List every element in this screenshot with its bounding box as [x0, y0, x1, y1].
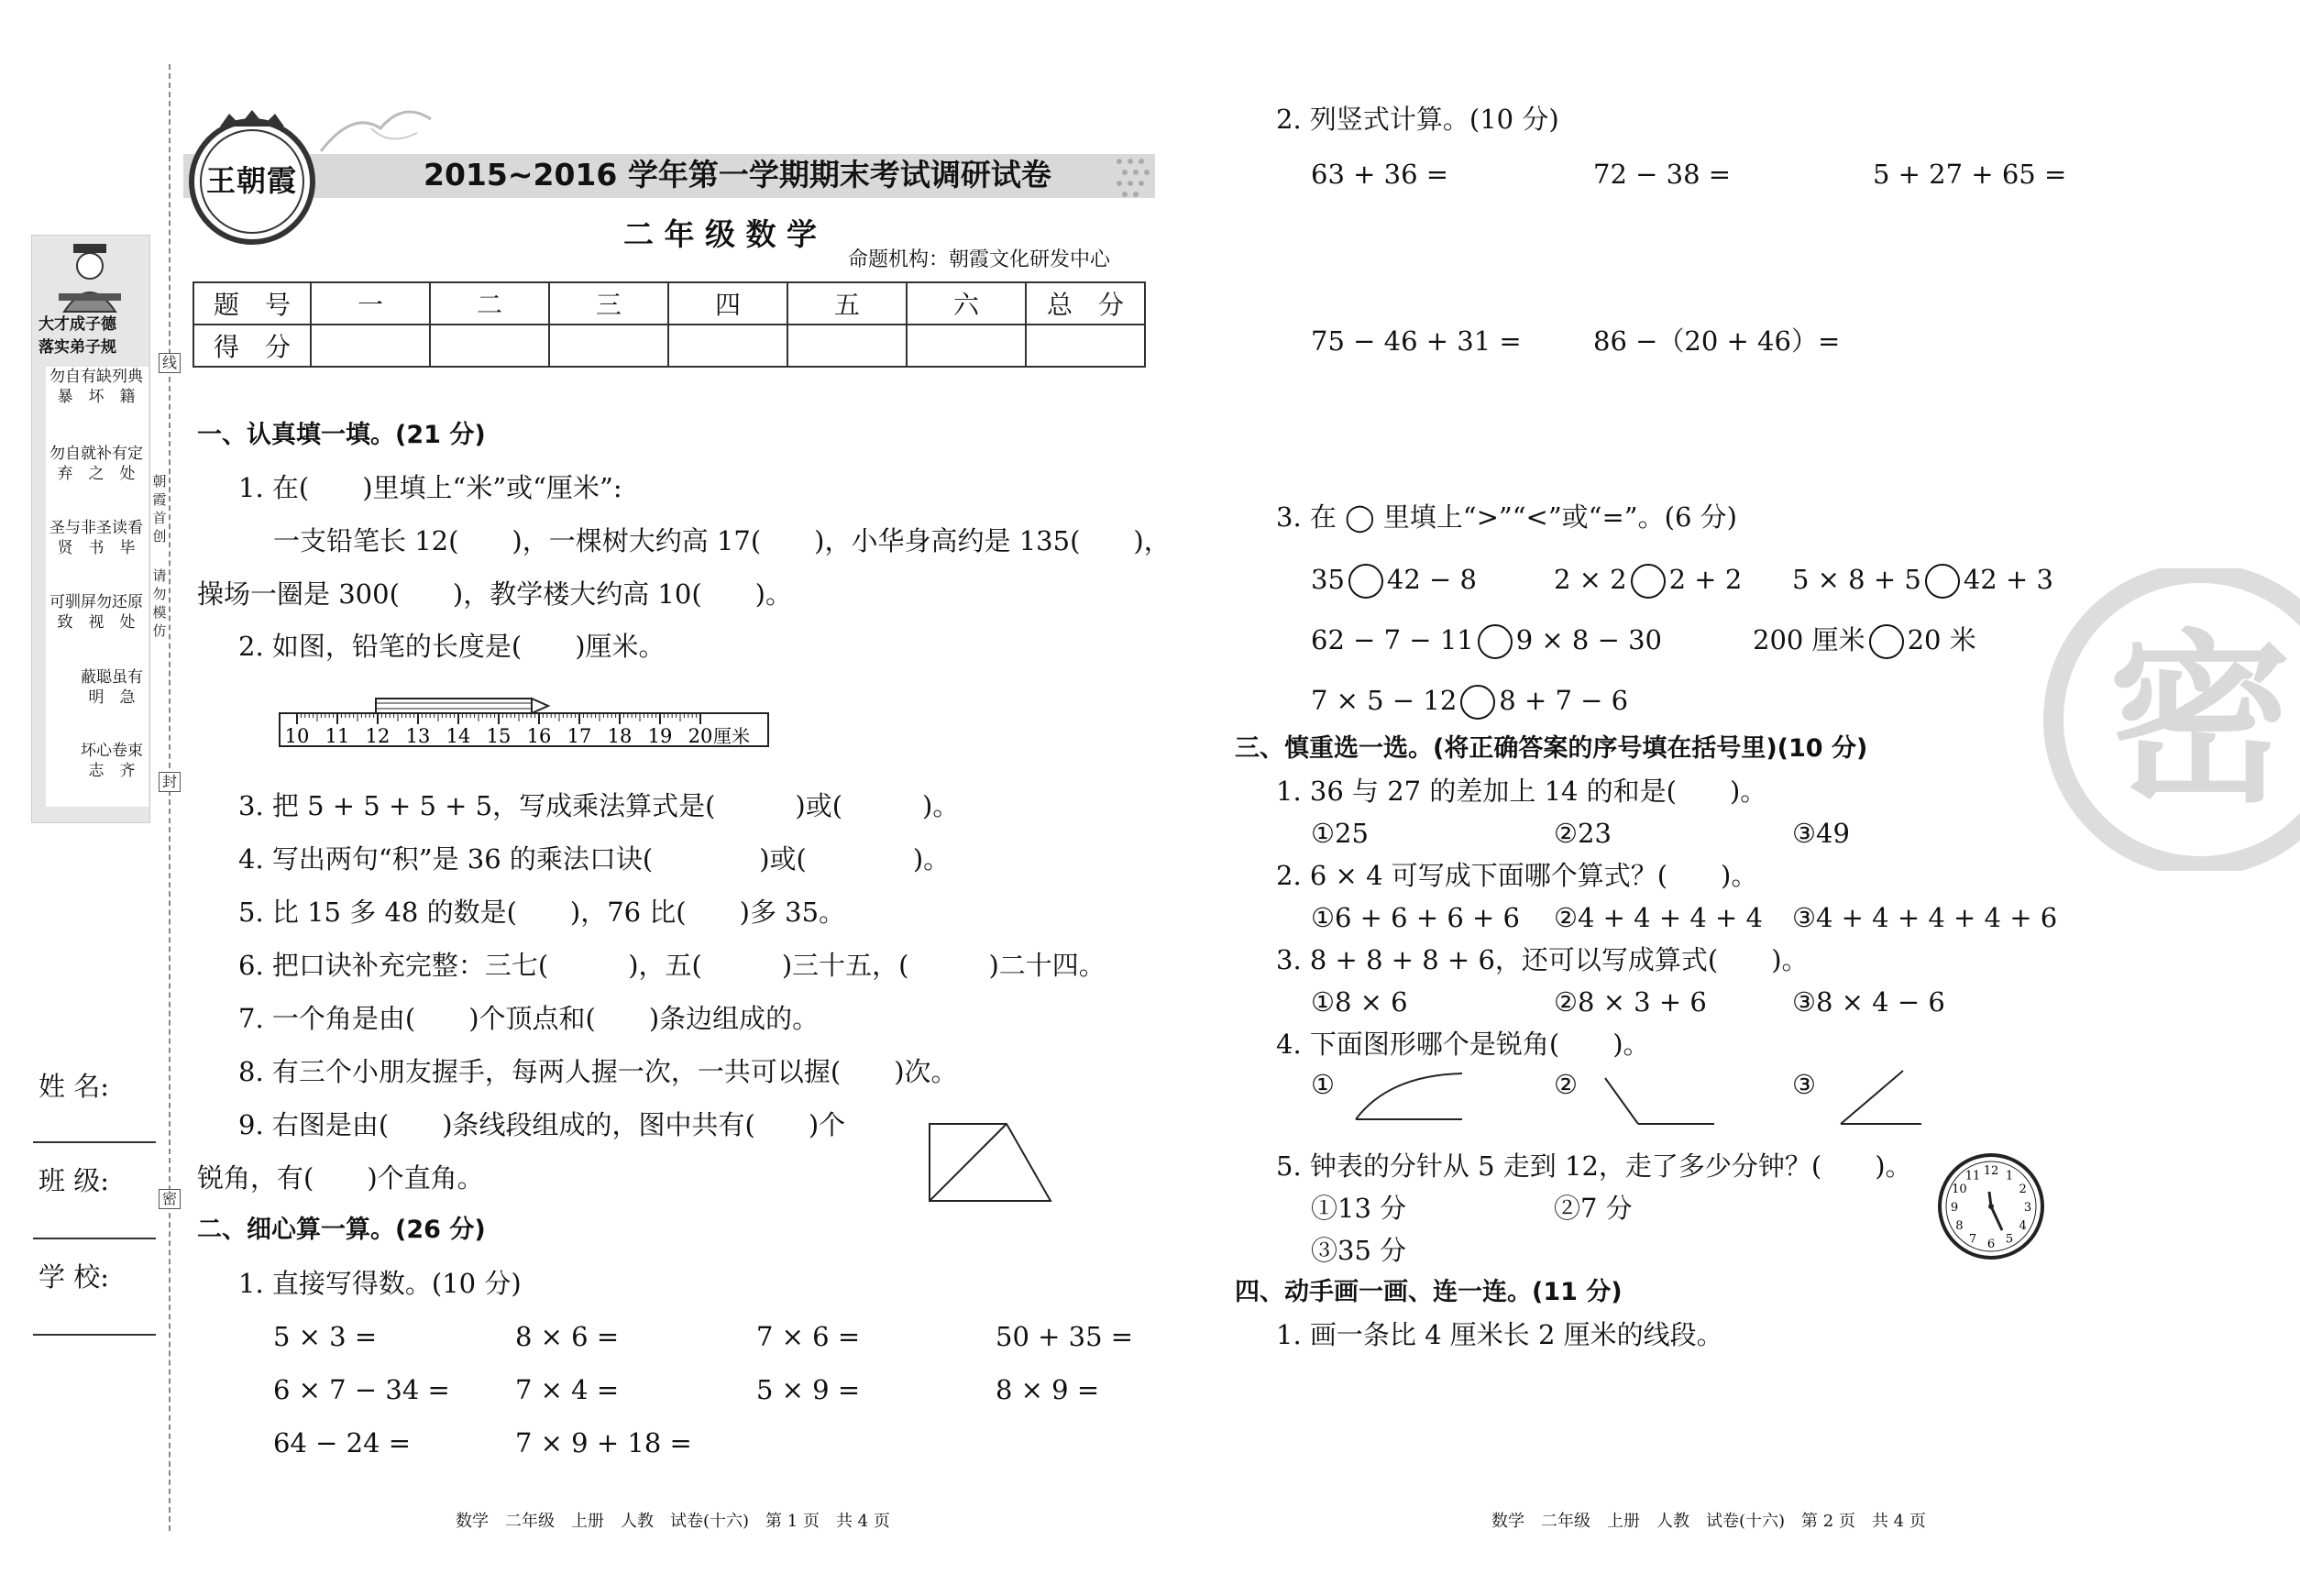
clock-number: 5 — [2005, 1232, 2014, 1247]
oral-calc-item: 64 − 24 = — [273, 1427, 412, 1458]
compare-item — [1753, 624, 1976, 659]
trapezoid-figure — [926, 1120, 1054, 1205]
compare-left: 200 厘米 — [1753, 624, 1865, 655]
compare-right: 2 + 2 — [1668, 564, 1743, 595]
ruler-tick-label: 15 — [486, 725, 512, 747]
motto-text: 列典籍 — [112, 368, 143, 406]
section-3-title: 三、慎重选一选。(将正确答案的序号填在括号里)(10 分) — [1235, 734, 1868, 763]
compare-right: 20 米 — [1907, 624, 1976, 655]
ruler-tick-label: 19 — [647, 725, 673, 747]
binding-mark-line: 线 — [159, 353, 181, 373]
binding-note-2: 请勿模仿 — [152, 567, 167, 639]
score-cell: 二 — [430, 282, 549, 325]
question-1-8: 8. 有三个小朋友握手，每两人握一次，一共可以握( )次。 — [238, 1056, 958, 1087]
question-1-5: 5. 比 15 多 48 的数是( )，76 比( )多 35。 — [238, 897, 846, 928]
binding-mark-secret: 密 — [159, 1189, 181, 1209]
ruler-tick-label: 18 — [607, 725, 633, 747]
page-footer-left: 数学 二年级 上册 人教 试卷(十六) 第 1 页 共 4 页 — [456, 1512, 890, 1531]
compare-circle[interactable] — [1631, 564, 1666, 599]
compare-right: 8 + 7 − 6 — [1499, 685, 1629, 716]
clock-number: 2 — [2019, 1183, 2027, 1196]
score-table-score-row — [193, 325, 1145, 367]
obtuse-angle-figure — [1600, 1073, 1719, 1128]
compare-item — [1311, 624, 1662, 659]
exam-subject: 二 年 级 数 学 — [623, 216, 817, 252]
choice-2-opt-c[interactable]: ③4 + 4 + 4 + 4 + 6 — [1792, 902, 2058, 933]
score-input-cell[interactable] — [668, 325, 787, 367]
motto-text: 有定处 — [112, 445, 143, 483]
oral-calc-item: 8 × 9 = — [996, 1374, 1100, 1405]
question-2-2: 2. 列竖式计算。(10 分) — [1276, 104, 1559, 135]
oral-calc-item: 5 × 3 = — [273, 1321, 378, 1352]
score-cell-label: 得 分 — [193, 325, 311, 367]
draw-question-1: 1. 画一条比 4 厘米长 2 厘米的线段。 — [1276, 1319, 1723, 1350]
name-label: 姓 名: — [39, 1071, 109, 1102]
motto-text: 有缺坏 — [81, 368, 112, 406]
choice-3: 3. 8 + 8 + 8 + 6，还可以写成算式( )。 — [1276, 944, 1809, 975]
banner-pattern-icon — [1114, 154, 1160, 198]
question-1-4: 4. 写出两句“积”是 36 的乘法口诀( )或( )。 — [238, 843, 951, 875]
pencil-icon — [376, 699, 548, 713]
compare-left: 2 × 2 — [1554, 564, 1627, 595]
seal-char: 密 — [2107, 614, 2293, 828]
compare-item — [1554, 564, 1742, 599]
class-label: 班 级: — [39, 1165, 109, 1196]
clock-number: 6 — [1986, 1238, 1996, 1251]
score-table-header-row — [193, 282, 1145, 325]
ribbon-icon — [316, 101, 435, 165]
score-input-cell[interactable] — [549, 325, 668, 367]
compare-right: 9 × 8 − 30 — [1515, 624, 1663, 655]
compare-item — [1311, 564, 1477, 599]
exam-title: 2015~2016 学年第一学期期末考试调研试卷 — [424, 157, 1051, 193]
choice-1-opt-c[interactable]: ③49 — [1792, 818, 1850, 849]
motto-text: 读看毕 — [112, 519, 143, 557]
choice-5: 5. 钟表的分针从 5 走到 12，走了多少分钟？( )。 — [1276, 1150, 1912, 1182]
motto-text: 圣与贤 — [50, 519, 81, 557]
motto-text: 非圣书 — [81, 519, 112, 557]
logo-text: 王朝霞 — [206, 163, 298, 198]
compare-left: 35 — [1311, 564, 1345, 595]
sidebar-slogan-2: 落实弟子规 — [39, 338, 116, 357]
clock-number: 10 — [1952, 1183, 1967, 1196]
logo-badge — [183, 108, 321, 246]
motto-text: 屏勿视 — [81, 593, 112, 632]
score-input-cell[interactable] — [1026, 325, 1145, 367]
compare-item — [1311, 685, 1628, 720]
choice-1-opt-b[interactable]: ②23 — [1554, 818, 1612, 849]
student-figure-icon — [46, 240, 134, 314]
score-cell: 三 — [549, 282, 668, 325]
compare-left: 62 − 7 − 11 — [1311, 624, 1474, 655]
ruler-tick-label: 11 — [325, 725, 350, 747]
question-1-1: 1. 在( )里填上“米”或“厘米”: — [238, 472, 622, 503]
motto-text: 虽有急 — [112, 668, 143, 707]
binding-mark-seal: 封 — [159, 772, 181, 792]
choice-1-opt-a[interactable]: ①25 — [1311, 818, 1369, 849]
clock-number: 8 — [1955, 1219, 1964, 1233]
ruler-tick-label: 16 — [526, 725, 552, 747]
choice-4-opt-c[interactable]: ③ — [1792, 1069, 1816, 1100]
compare-circle[interactable] — [1348, 564, 1383, 599]
clock-number: 9 — [1950, 1201, 1959, 1215]
vcalc-5: 86 −（20 + 46）= — [1593, 325, 1841, 357]
choice-3-opt-b[interactable]: ②8 × 3 + 6 — [1554, 986, 1707, 1018]
question-2-3: 3. 在 ◯ 里填上“>”“<”或“=”。(6 分) — [1276, 501, 1737, 533]
clock-number: 4 — [2019, 1219, 2027, 1233]
clock-number: 11 — [1964, 1169, 1981, 1183]
sidebar-slogan-1: 大才成子德 — [39, 315, 116, 334]
compare-circle[interactable] — [1925, 564, 1960, 599]
name-field[interactable] — [33, 1141, 156, 1143]
clock-number: 1 — [2005, 1169, 2014, 1183]
choice-2-opt-a[interactable]: ①6 + 6 + 6 + 6 — [1311, 902, 1521, 933]
score-cell-label: 题 号 — [193, 282, 311, 325]
binding-dashed-line — [169, 64, 171, 1531]
clock-figure — [1936, 1151, 2046, 1261]
compare-right: 42 − 8 — [1386, 564, 1477, 595]
choice-5-opt-b[interactable]: ②7 分 — [1554, 1193, 1633, 1224]
motto-text: 就补之 — [81, 445, 112, 483]
section-1-title: 一、认真填一填。(21 分) — [197, 421, 486, 449]
compare-circle[interactable] — [1460, 685, 1495, 720]
score-input-cell[interactable] — [907, 325, 1026, 367]
motto-text: 卷束齐 — [112, 742, 143, 780]
clock-number: 12 — [1983, 1164, 1999, 1178]
score-cell: 四 — [668, 282, 787, 325]
motto-text: 坏心志 — [81, 742, 112, 780]
oral-calc-item: 7 × 4 = — [515, 1374, 620, 1405]
oral-calc-item: 5 × 9 = — [756, 1374, 861, 1405]
question-1-1-line1: 一支铅笔长 12( )，一棵树大约高 17( )，小华身高约是 135( )， — [273, 525, 1171, 556]
ruler-pencil-figure — [275, 693, 775, 752]
score-cell: 五 — [787, 282, 907, 325]
choice-3-opt-c[interactable]: ③8 × 4 − 6 — [1792, 986, 1945, 1018]
motto-text: 还原处 — [112, 593, 143, 632]
choice-4-opt-a[interactable]: ① — [1311, 1069, 1335, 1100]
ruler-tick-label: 14 — [446, 725, 471, 747]
motto-text: 勿自暴 — [50, 368, 81, 406]
compare-left: 7 × 5 − 12 — [1311, 685, 1458, 716]
score-table — [193, 281, 1146, 368]
score-input-cell[interactable] — [787, 325, 907, 367]
choice-5-opt-a[interactable]: ①13 分 — [1311, 1193, 1407, 1224]
secret-seal-watermark — [2026, 568, 2300, 871]
oral-calc-item: 7 × 6 = — [756, 1321, 861, 1352]
question-1-2: 2. 如图，铅笔的长度是( )厘米。 — [238, 631, 666, 662]
page-footer-right: 数学 二年级 上册 人教 试卷(十六) 第 2 页 共 4 页 — [1491, 1512, 1926, 1531]
choice-4: 4. 下面图形哪个是锐角( )。 — [1276, 1029, 1650, 1060]
ruler-tick-label: 10 — [284, 725, 310, 747]
ruler-unit-label: 厘米 — [713, 725, 750, 747]
score-input-cell[interactable] — [430, 325, 549, 367]
choice-4-opt-b[interactable]: ② — [1554, 1069, 1578, 1100]
choice-2: 2. 6 × 4 可写成下面哪个算式？( )。 — [1276, 860, 1758, 891]
school-label: 学 校: — [39, 1261, 109, 1293]
oral-calc-item: 50 + 35 = — [996, 1321, 1134, 1352]
clock-number: 3 — [2023, 1201, 2032, 1215]
vcalc-1: 63 + 36 = — [1311, 159, 1449, 190]
ruler-tick-label: 20 — [688, 725, 713, 747]
question-2-1: 1. 直接写得数。(10 分) — [238, 1268, 522, 1299]
school-field[interactable] — [33, 1334, 156, 1336]
ruler-tick-label: 17 — [567, 725, 592, 747]
compare-item — [1792, 564, 2053, 599]
score-cell: 一 — [311, 282, 430, 325]
choice-5-opt-c[interactable]: ③35 分 — [1311, 1235, 1407, 1266]
binding-note-1: 朝霞首创 — [152, 473, 167, 545]
compare-left: 5 × 8 + 5 — [1792, 564, 1921, 595]
motto-text: 可驯致 — [50, 593, 81, 632]
motto-text: 勿自弃 — [50, 445, 81, 483]
oral-calc-item: 8 × 6 = — [515, 1321, 620, 1352]
curved-angle-figure — [1352, 1068, 1467, 1123]
ruler-tick-label: 13 — [405, 725, 431, 747]
score-input-cell[interactable] — [311, 325, 430, 367]
vcalc-4: 75 − 46 + 31 = — [1311, 325, 1522, 357]
acute-angle-figure — [1833, 1065, 1925, 1129]
score-cell: 六 — [907, 282, 1026, 325]
oral-calc-item: 7 × 9 + 18 = — [515, 1427, 692, 1458]
compare-circle[interactable] — [1478, 624, 1513, 659]
class-field[interactable] — [33, 1238, 156, 1239]
oral-calc-item: 6 × 7 − 34 = — [273, 1374, 450, 1405]
clock-number: 7 — [1968, 1232, 1977, 1247]
choice-1: 1. 36 与 27 的差加上 14 的和是( )。 — [1276, 776, 1767, 807]
question-1-9-line2: 锐角，有( )个直角。 — [197, 1162, 484, 1194]
question-1-1-line2: 操场一圈是 300( )，教学楼大约高 10( )。 — [197, 578, 792, 610]
compare-circle[interactable] — [1869, 624, 1904, 659]
question-1-9-line1: 9. 右图是由( )条线段组成的，图中共有( )个 — [238, 1109, 846, 1140]
vcalc-3: 5 + 27 + 65 = — [1873, 159, 2067, 190]
ruler-tick-label: 12 — [365, 725, 391, 747]
vcalc-2: 72 − 38 = — [1593, 159, 1732, 190]
choice-2-opt-b[interactable]: ②4 + 4 + 4 + 4 — [1554, 902, 1764, 933]
question-1-7: 7. 一个角是由( )个顶点和( )条边组成的。 — [238, 1003, 820, 1034]
motto-text: 蔽聪明 — [81, 668, 112, 707]
section-2-title: 二、细心算一算。(26 分) — [197, 1216, 486, 1244]
compare-right: 42 + 3 — [1963, 564, 2053, 595]
question-1-3: 3. 把 5 + 5 + 5 + 5，写成乘法算式是( )或( )。 — [238, 790, 960, 821]
score-cell: 总 分 — [1026, 282, 1145, 325]
choice-3-opt-a[interactable]: ①8 × 6 — [1311, 986, 1408, 1018]
exam-issuer: 命题机构：朝霞文化研发中心 — [848, 248, 1111, 271]
section-4-title: 四、动手画一画、连一连。(11 分) — [1235, 1278, 1623, 1306]
question-1-6: 6. 把口诀补充完整：三七( )，五( )三十五，( )二十四。 — [238, 950, 1106, 981]
